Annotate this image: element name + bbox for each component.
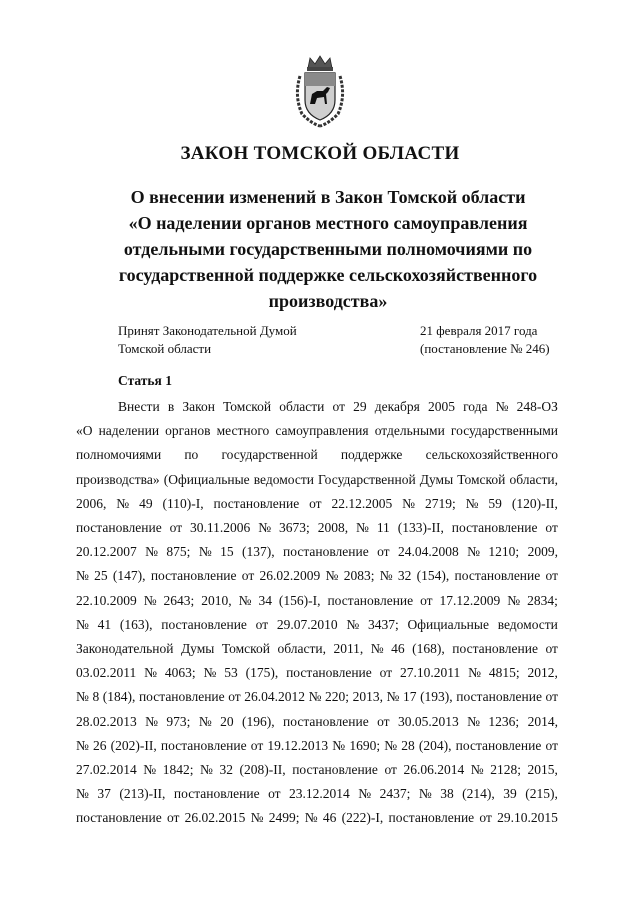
body-word: 220; — [325, 689, 350, 705]
body-word: постановление — [213, 495, 300, 511]
body-word: от — [255, 616, 269, 632]
body-word: № — [144, 665, 157, 681]
body-word: 22.10.2009 — [76, 592, 137, 608]
body-word: государственной — [221, 447, 318, 463]
body-word: 29.07.2010 — [276, 616, 338, 632]
body-word: 30.11.2006 — [190, 520, 251, 536]
body-word: от — [377, 544, 390, 560]
body-word: (222)-I, — [341, 810, 384, 826]
body-word: постановление — [456, 689, 542, 705]
body-word: 23.12.2014 — [289, 786, 350, 802]
body-word: № — [507, 592, 521, 608]
coat-of-arms-icon — [290, 54, 350, 128]
body-word: № — [468, 665, 481, 681]
body-line — [76, 395, 558, 419]
body-word: от — [545, 641, 558, 657]
body-word: области — [279, 399, 325, 414]
body-word: в — [167, 399, 175, 414]
body-word: 2015, — [527, 762, 558, 778]
body-word: № — [384, 737, 398, 753]
body-word: 1236; — [488, 713, 520, 729]
body-word: № — [386, 689, 400, 705]
body-word: ведомости — [497, 616, 558, 632]
body-word: № — [76, 616, 89, 632]
body-line — [76, 613, 558, 637]
article-body — [76, 395, 558, 831]
body-word: от — [379, 665, 393, 681]
body-word: 2128; — [490, 762, 521, 778]
body-word: от — [332, 399, 346, 414]
body-word: 2083; — [343, 568, 375, 584]
body-word: 27.10.2011 — [399, 665, 461, 681]
body-word: (133)-II, — [397, 520, 444, 536]
body-word: поддержке — [340, 447, 403, 463]
body-word: № — [258, 520, 272, 536]
body-word: постановление — [173, 786, 260, 802]
body-word: Государственной — [318, 471, 416, 487]
body-word: (137), — [242, 544, 275, 560]
body-word: 2834; — [527, 592, 558, 608]
body-word: 03.02.2011 — [76, 665, 137, 681]
body-word: 39 — [503, 786, 517, 802]
body-word: 17 — [403, 689, 417, 705]
body-word: (156)-I, — [278, 592, 321, 608]
body-word: 2006, — [76, 495, 107, 511]
body-word: (147), — [112, 568, 146, 584]
body-word: постановление — [454, 568, 541, 584]
body-word: 20 — [220, 713, 234, 729]
body-word: № — [198, 544, 212, 560]
body-word: 2014, — [527, 713, 558, 729]
body-word: 26.04.2012 — [244, 689, 306, 705]
body-line — [76, 540, 558, 564]
body-word: 11 — [376, 520, 390, 536]
body-word: 27.02.2014 — [76, 762, 137, 778]
body-word: государственными — [450, 423, 558, 439]
body-word: постановление — [76, 810, 162, 826]
subject-line: государственной поддержке сельскохозяйственного — [118, 265, 538, 285]
body-word: от — [166, 810, 180, 826]
body-word: № — [116, 495, 130, 511]
body-word: Томской — [457, 471, 506, 487]
body-word: (196), — [242, 713, 275, 729]
body-word: декабря — [374, 399, 420, 414]
body-word: 4063; — [164, 665, 196, 681]
body-word: 15 — [220, 544, 234, 560]
body-word: Томской — [223, 399, 272, 414]
body-word: 248-ОЗ — [516, 399, 558, 414]
body-word: 25 — [94, 568, 108, 584]
body-word: (215), — [525, 786, 558, 802]
body-word: (214), — [462, 786, 495, 802]
body-word: постановление — [161, 616, 247, 632]
body-word: 41 — [97, 616, 112, 632]
body-word: самоуправления — [275, 423, 369, 439]
body-word: 46 — [322, 810, 337, 826]
body-word: № — [332, 737, 346, 753]
body-word: (208)-II, — [239, 762, 286, 778]
body-word: № — [358, 786, 372, 802]
body-word: 26.02.2015 — [184, 810, 246, 826]
body-word: 29.10.2015 — [497, 810, 558, 826]
body-word: № — [143, 592, 157, 608]
body-word: Томской — [221, 641, 270, 657]
body-word: 875; — [166, 544, 191, 560]
body-word: 26 — [93, 737, 107, 753]
body-word: Думы — [419, 471, 454, 487]
body-word: сельскохозяйственного — [425, 447, 558, 463]
body-word: (110)-I, — [162, 495, 204, 511]
body-word: (202)-II, — [110, 737, 157, 753]
subject-line: отдельными государственными полномочиями по — [123, 239, 533, 259]
body-word: (175), — [245, 665, 279, 681]
body-line — [76, 782, 558, 806]
body-word: «О — [76, 423, 93, 439]
body-word: 17.12.2009 — [439, 592, 501, 608]
body-line — [76, 589, 558, 613]
body-word: от — [420, 592, 433, 608]
body-word: 19.12.2013 — [267, 737, 329, 753]
body-word: 29 — [353, 399, 367, 414]
body-word: № — [143, 762, 157, 778]
body-word: постановление — [452, 641, 538, 657]
body-word: 1690; — [349, 737, 381, 753]
body-word: 973; — [166, 713, 191, 729]
body-word: 3673; — [279, 520, 310, 536]
body-line — [76, 685, 558, 709]
body-word: постановление — [76, 520, 162, 536]
body-word: № — [356, 520, 369, 536]
body-word: № — [76, 689, 89, 705]
body-line — [76, 564, 558, 588]
adopted-by-line: Томской области — [118, 341, 212, 356]
body-word: 2011, — [333, 641, 364, 657]
body-word: от — [384, 762, 397, 778]
body-word: 2437; — [379, 786, 411, 802]
body-word: (184), — [102, 689, 136, 705]
body-word: от — [545, 568, 558, 584]
body-word: 20.12.2007 — [76, 544, 137, 560]
body-word: (163), — [119, 616, 153, 632]
body-word: № — [145, 544, 159, 560]
body-word: № — [370, 641, 384, 657]
body-word: 2008, — [317, 520, 349, 536]
body-word: области, — [277, 641, 326, 657]
body-word: № — [203, 665, 217, 681]
body-word: 2010, — [201, 592, 232, 608]
body-word: от — [545, 737, 558, 753]
body-word: 32 — [219, 762, 233, 778]
body-word: № — [467, 544, 481, 560]
body-word: от — [228, 689, 241, 705]
body-word: (120)-II, — [511, 495, 558, 511]
body-word: от — [545, 520, 558, 536]
article-title: Статья 1 — [118, 373, 172, 388]
body-word: постановление — [292, 762, 378, 778]
body-word: 3437; — [367, 616, 399, 632]
body-word: ведомости — [253, 471, 314, 487]
body-word: 2012, — [527, 665, 558, 681]
body-word: (213)-II, — [119, 786, 166, 802]
body-word: от — [268, 786, 281, 802]
body-word: 2643; — [163, 592, 195, 608]
body-word: № — [495, 399, 509, 414]
body-word: наделении — [98, 423, 160, 439]
body-word: 59 — [488, 495, 502, 511]
body-word: № — [304, 810, 318, 826]
body-word: местного — [216, 423, 270, 439]
body-word: 46 — [391, 641, 405, 657]
body-word: 53 — [224, 665, 238, 681]
body-word: 2499; — [268, 810, 300, 826]
body-word: № — [76, 568, 89, 584]
body-word: постановление — [286, 665, 372, 681]
body-line — [76, 710, 558, 734]
body-word: от — [309, 495, 322, 511]
body-line — [76, 443, 558, 467]
body-word: 1842; — [162, 762, 194, 778]
body-word: Внести — [118, 399, 160, 414]
body-word: 37 — [97, 786, 111, 802]
body-word: 38 — [440, 786, 454, 802]
body-line — [76, 661, 558, 685]
body-word: № — [467, 713, 481, 729]
body-word: 28.02.2013 — [76, 713, 137, 729]
law-title: ЗАКОН ТОМСКОЙ ОБЛАСТИ — [180, 143, 460, 164]
body-line — [76, 516, 558, 540]
body-line — [76, 734, 558, 758]
body-word: (193), — [420, 689, 453, 705]
body-word: постановление — [283, 713, 369, 729]
body-word: 2005 — [427, 399, 455, 414]
adopted-date-line: (постановление № 246) — [420, 341, 550, 356]
body-word: 49 — [139, 495, 153, 511]
body-word: от — [241, 568, 255, 584]
body-word: 2719; — [424, 495, 456, 511]
body-word: года — [463, 399, 488, 414]
body-word: Думы — [180, 641, 215, 657]
body-word: № — [250, 810, 264, 826]
body-word: 1210; — [488, 544, 520, 560]
body-word: постановление — [451, 520, 538, 536]
body-word: области, — [509, 471, 558, 487]
body-word: от — [479, 810, 492, 826]
body-word: постановление — [138, 689, 225, 705]
body-word: № — [470, 762, 484, 778]
body-word: отдельными — [374, 423, 445, 439]
body-word: 22.12.2005 — [331, 495, 393, 511]
body-word: № — [198, 713, 212, 729]
body-word: от — [250, 737, 264, 753]
body-word: 34 — [258, 592, 272, 608]
body-word: № — [308, 689, 322, 705]
body-line — [76, 419, 558, 443]
body-word: 24.04.2008 — [397, 544, 459, 560]
body-line — [76, 492, 558, 516]
body-word: производства» — [76, 471, 160, 487]
body-word: 26.06.2014 — [403, 762, 465, 778]
body-word: постановление — [327, 592, 414, 608]
body-word: (204), — [418, 737, 452, 753]
body-word: полномочиями — [76, 447, 162, 463]
body-word: № — [200, 762, 213, 778]
law-subject — [80, 184, 576, 314]
adopted-date-line: 21 февраля 2017 года — [420, 323, 538, 338]
body-word: № — [238, 592, 252, 608]
body-line — [76, 806, 558, 830]
body-word: Официальные — [407, 616, 489, 632]
body-word: от — [377, 713, 390, 729]
body-word: постановление — [160, 737, 247, 753]
body-word: (168), — [412, 641, 445, 657]
body-word: постановление — [455, 737, 542, 753]
body-word: 30.05.2013 — [397, 713, 459, 729]
body-word: (154), — [416, 568, 450, 584]
body-word: № — [76, 737, 89, 753]
body-word: 4815; — [488, 665, 520, 681]
subject-line: производства» — [268, 291, 388, 311]
body-word: по — [184, 447, 199, 463]
body-line — [76, 468, 558, 492]
adopted-by — [118, 322, 297, 358]
body-word: от — [545, 689, 558, 705]
body-line — [76, 637, 558, 661]
adopted-date — [420, 322, 550, 358]
body-word: 32 — [397, 568, 412, 584]
body-word: 8 — [92, 689, 100, 705]
body-word: № — [379, 568, 393, 584]
body-word: 26.02.2009 — [259, 568, 321, 584]
body-word: № — [145, 713, 159, 729]
subject-line: О внесении изменений в Закон Томской области — [130, 187, 526, 207]
body-line — [76, 758, 558, 782]
body-word: № — [465, 495, 479, 511]
subject-line: «О наделении органов местного самоуправления — [128, 213, 528, 233]
body-word: постановление — [388, 810, 475, 826]
body-word: постановление — [150, 568, 237, 584]
body-word: 2009, — [527, 544, 558, 560]
body-word: № — [346, 616, 360, 632]
body-word: 28 — [401, 737, 415, 753]
body-word: № — [325, 568, 339, 584]
body-word: постановление — [283, 544, 369, 560]
body-word: 2013, — [352, 689, 383, 705]
body-word: № — [76, 786, 89, 802]
body-word: (Официальные — [163, 471, 250, 487]
body-word: Законодательной — [76, 641, 174, 657]
body-word: от — [169, 520, 183, 536]
adopted-by-line: Принят Законодательной Думой — [118, 323, 297, 338]
body-word: Закон — [182, 399, 215, 414]
body-word: № — [402, 495, 416, 511]
body-word: № — [418, 786, 432, 802]
body-word: органов — [165, 423, 211, 439]
